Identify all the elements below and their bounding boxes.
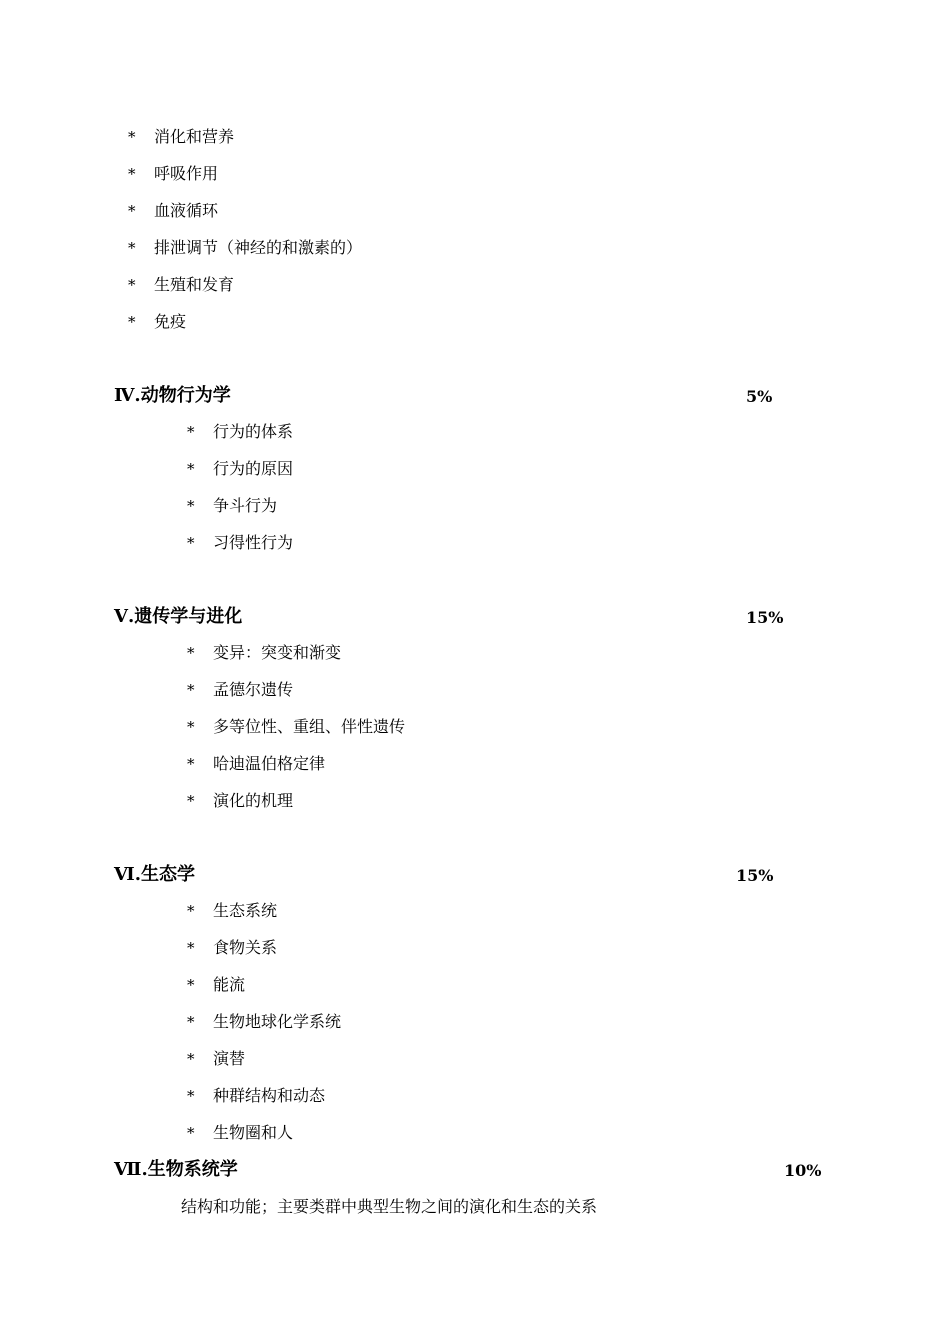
list-item <box>187 422 293 442</box>
bullet-icon: * <box>187 1124 195 1142</box>
list-item-text: 多等位性、重组、伴性遗传 <box>213 717 406 736</box>
list-item <box>187 1086 325 1106</box>
section-heading: Ⅵ.生态学 <box>114 864 195 885</box>
list-item-text: 生殖和发育 <box>154 275 235 294</box>
bullet-icon: * <box>187 976 195 994</box>
list-item-text: 能流 <box>213 975 246 994</box>
list-item-text: 习得性行为 <box>213 533 294 552</box>
list-item-text: 争斗行为 <box>213 496 278 515</box>
list-item <box>187 975 245 995</box>
section-heading: Ⅶ.生物系统学 <box>114 1159 238 1180</box>
bullet-icon: * <box>128 313 136 331</box>
list-item <box>187 901 277 921</box>
list-item-text: 生态系统 <box>213 901 278 920</box>
section-percent: 10% <box>784 1161 822 1180</box>
list-item <box>187 754 325 774</box>
bullet-icon: * <box>187 939 195 957</box>
list-item <box>187 459 293 479</box>
list-item-text: 演化的机理 <box>213 791 294 810</box>
bullet-icon: * <box>128 202 136 220</box>
list-item <box>187 1012 341 1032</box>
bullet-icon: * <box>187 460 195 478</box>
bullet-icon: * <box>128 128 136 146</box>
section-heading: Ⅳ.动物行为学 <box>114 385 231 406</box>
list-item-text: 消化和营养 <box>154 127 235 146</box>
bullet-icon: * <box>128 276 136 294</box>
list-item-text: 生物地球化学系统 <box>213 1012 342 1031</box>
section-percent: 15% <box>736 866 774 885</box>
list-item-text: 呼吸作用 <box>154 164 219 183</box>
bullet-icon: * <box>187 718 195 736</box>
bullet-icon: * <box>187 423 195 441</box>
bullet-icon: * <box>187 681 195 699</box>
section-percent: 5% <box>746 387 773 406</box>
bullet-icon: * <box>187 644 195 662</box>
list-item <box>128 312 186 332</box>
bullet-icon: * <box>187 1050 195 1068</box>
bullet-icon: * <box>187 1013 195 1031</box>
list-item <box>187 643 341 663</box>
section-percent: 15% <box>746 608 784 627</box>
bullet-icon: * <box>187 497 195 515</box>
bullet-icon: * <box>128 239 136 257</box>
list-item-text: 种群结构和动态 <box>213 1086 326 1105</box>
list-item-text: 演替 <box>213 1049 246 1068</box>
list-item-text: 生物圈和人 <box>213 1123 294 1142</box>
bullet-icon: * <box>187 902 195 920</box>
list-item <box>187 791 293 811</box>
list-item-text: 血液循环 <box>154 201 219 220</box>
list-item <box>128 201 218 221</box>
bullet-icon: * <box>187 792 195 810</box>
list-item-text: 变异：突变和渐变 <box>213 643 342 662</box>
list-item-text: 行为的原因 <box>213 459 294 478</box>
list-item-text: 免疫 <box>154 312 187 331</box>
bullet-icon: * <box>128 165 136 183</box>
list-item-text: 行为的体系 <box>213 422 294 441</box>
list-item-text: 孟德尔遗传 <box>213 680 294 699</box>
list-item <box>187 680 293 700</box>
list-item <box>128 164 218 184</box>
list-item <box>187 938 277 958</box>
section-paragraph: 结构和功能；主要类群中典型生物之间的演化和生态的关系 <box>181 1197 598 1216</box>
bullet-icon: * <box>187 755 195 773</box>
list-item <box>187 717 405 737</box>
list-item <box>187 533 293 553</box>
list-item <box>187 496 277 516</box>
list-item-text: 哈迪温伯格定律 <box>213 754 326 773</box>
list-item-text: 食物关系 <box>213 938 278 957</box>
bullet-icon: * <box>187 1087 195 1105</box>
list-item <box>128 127 234 147</box>
list-item <box>128 275 234 295</box>
list-item <box>187 1123 293 1143</box>
list-item <box>128 238 362 258</box>
list-item-text: 排泄调节（神经的和激素的） <box>154 238 363 257</box>
list-item <box>187 1049 245 1069</box>
bullet-icon: * <box>187 534 195 552</box>
section-heading: Ⅴ.遗传学与进化 <box>114 606 243 627</box>
